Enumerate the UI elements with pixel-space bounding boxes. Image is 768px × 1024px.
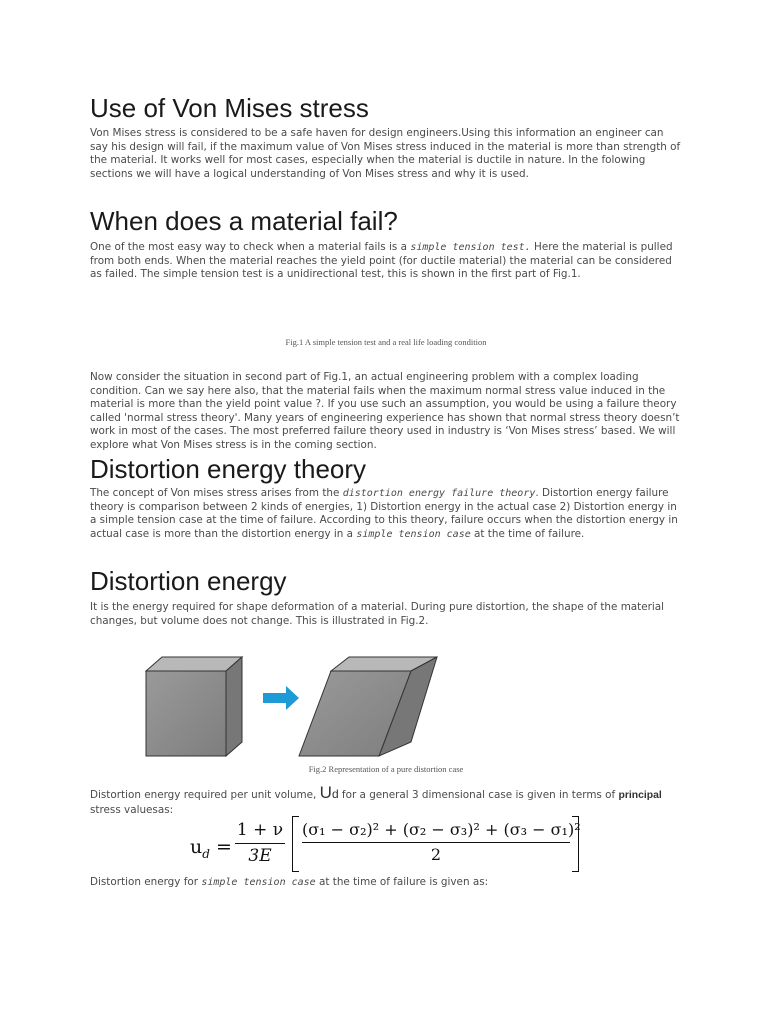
heading-use-of-von-mises: Use of Von Mises stress (90, 93, 369, 123)
para-simple-tension: One of the most easy way to check when a material fails is a simple tension test. Here the material is pulled from both ends. When the material reaches the yield point (for ductile material) the material can be considered as failed. The simple tension test is a unidirectional test, this is shown in the first part of Fig.1. (90, 241, 673, 281)
bracket-fraction (302, 820, 581, 864)
bracket-denominator: 2 (430, 845, 442, 864)
heading-when-fail: When does a material fail? (90, 206, 398, 236)
formula-numerator: 1 + ν (236, 820, 284, 840)
bracket-fraction-bar (302, 842, 570, 843)
bracket-numerator: (σ₁ − σ₂)² + (σ₂ − σ₃)² + (σ₃ − σ₁)² (302, 820, 581, 839)
para-complex-loading: Now consider the situation in second part of Fig.1, an actual engineering problem with a complex loading condition. Can we say here also, that the material fails when the maximum normal stress value induced in the material is more than the yield point value ?. If you use such an assumption, you would be using a failure theory called 'normal stress theory'. Many years of engineering experience has shown that normal stress theory doesn’t work in most of the cases. The most preferred failure theory used in industry is ‘Von Mises stress’ based. We will explore what Von Mises stress is in the coming section. (90, 371, 680, 451)
formula-lhs: $u_d$ = (190, 836, 232, 861)
heading-distortion-energy: Distortion energy (90, 566, 287, 596)
original-cube (146, 657, 242, 756)
formula-fraction (235, 820, 285, 866)
para-simple-tension-energy: Distortion energy for simple tension case at the time of failure is given as: (90, 876, 489, 888)
para-ud-definition: Distortion energy required per unit volume, Ud for a general 3 dimensional case is given in terms of principal stress valuesas: (90, 783, 662, 816)
fig1-caption: Fig.1 A simple tension test and a real life loading condition (285, 337, 487, 347)
para-intro: Von Mises stress is considered to be a safe haven for design engineers.Using this information an engineer can say his design will fail, if the maximum value of Von Mises stress induced in the material is more than strength of the material. It works well for most cases, especially when the material is ductile in nature. In the folowing sections we will have a logical understanding of Von Mises stress and why it is used. (90, 127, 681, 180)
left-bracket (292, 816, 299, 872)
fig2-caption: Fig.2 Representation of a pure distortion case (308, 764, 464, 774)
arrow-icon (263, 686, 299, 710)
right-bracket (572, 816, 579, 872)
distortion-energy-formula (190, 820, 590, 872)
fig2-illustration (145, 655, 455, 760)
fraction-bar (235, 843, 285, 844)
para-distortion-theory: The concept of Von mises stress arises from the distortion energy failure theory. Distortion energy failure theory is comparison between 2 kinds of energies, 1) Distortion energy in the actual case 2) Distortion energy in a simple tension case at the time of failure. According to this theory, failure occurs when the distortion energy in actual case is more than the distortion energy in a simple tension case at the time of failure. (90, 487, 678, 540)
distorted-cube (299, 657, 437, 756)
arrow-shaft (263, 693, 288, 703)
arrow-head (286, 686, 299, 710)
heading-distortion-energy-theory: Distortion energy theory (90, 454, 367, 484)
para-distortion-energy: It is the energy required for shape deformation of a material. During pure distortion, the shape of the material changes, but volume does not change. This is illustrated in Fig.2. (90, 601, 665, 627)
formula-denominator: 3E (248, 846, 272, 866)
